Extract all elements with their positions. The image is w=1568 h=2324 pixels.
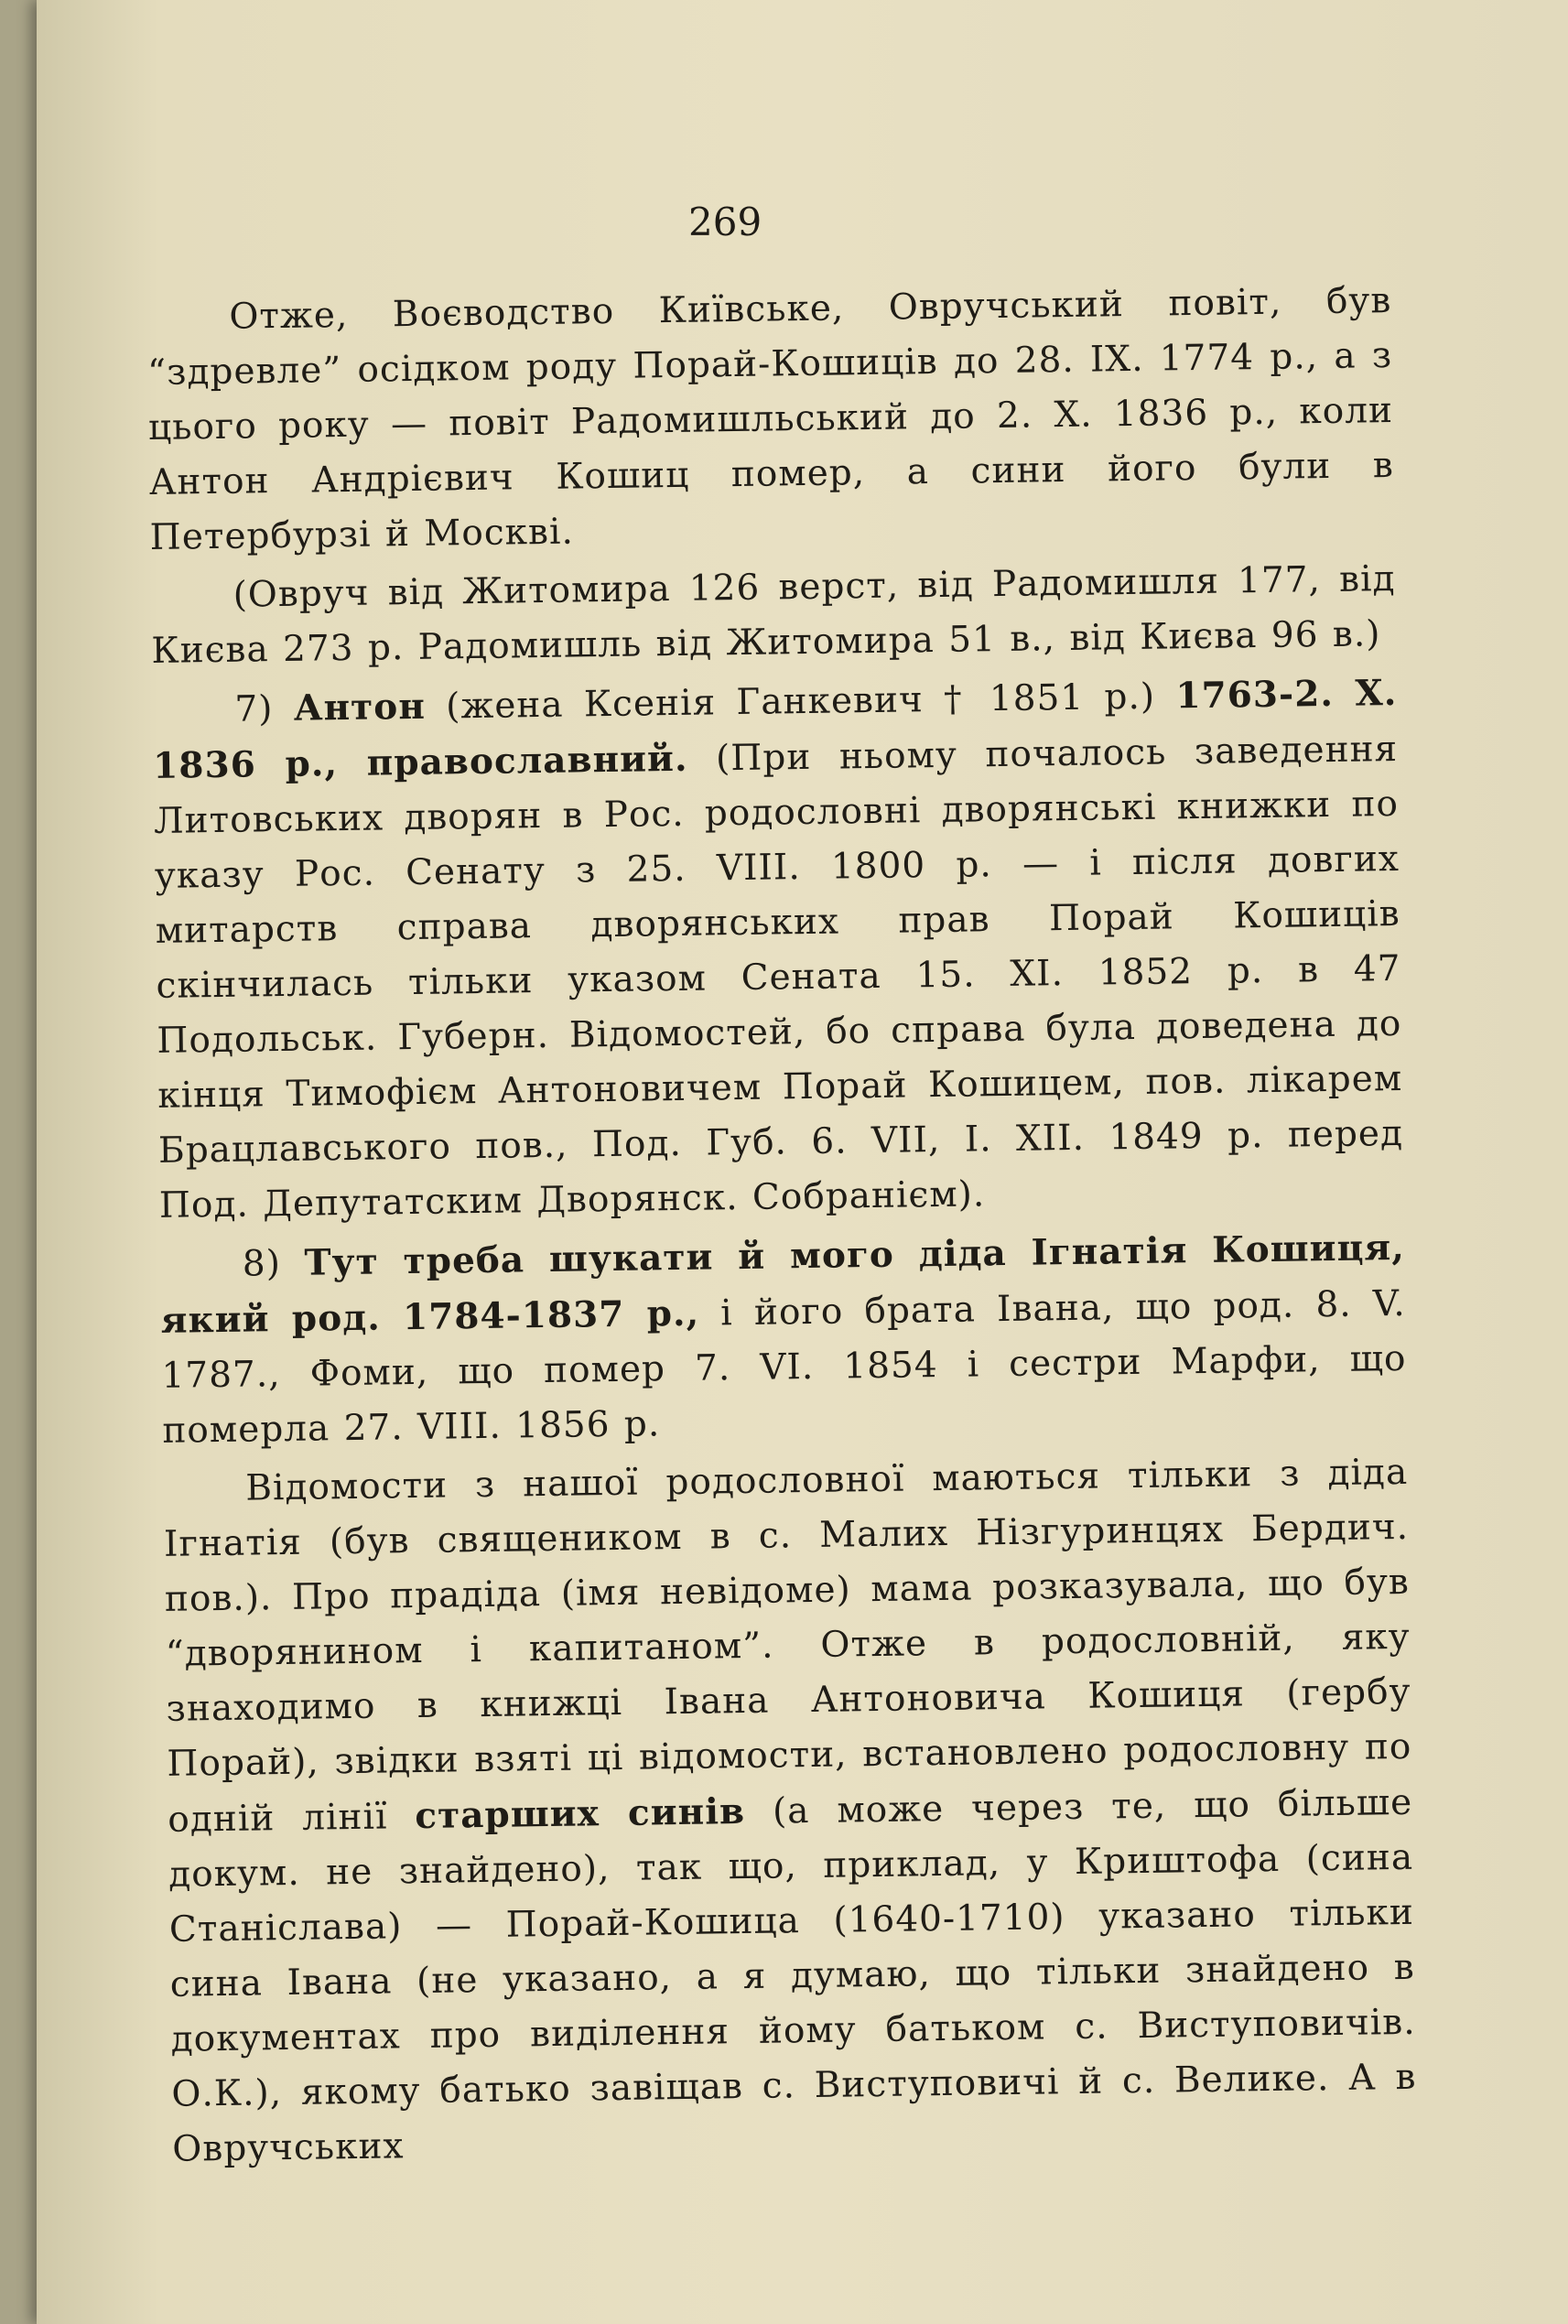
paragraph-2: (Овруч від Житомира 126 верст, від Радомишля 177, від Києва 273 р. Радомишль від Житомира 51 в., від Києва 96 в.): [151, 557, 1396, 672]
page-number: 269: [688, 200, 762, 244]
paragraph-5: [163, 1445, 1418, 2178]
bold-dates: 1763-2. X. 1836 р., православний.: [152, 671, 1398, 787]
paragraph-3: [152, 665, 1404, 1234]
paragraph-text: і його брата Івана, що род. 8. V. 1787., Фоми, що помер 7. VI. 1854 і сестри Марфи, що померла 27. VIII. 1856 р.: [161, 1282, 1407, 1452]
book-page: [37, 0, 1568, 2324]
bold-phrase: старших синів: [415, 1790, 746, 1838]
paragraph-1: Отже, Воєводство Київське, Овручський повіт, був “здревле” осідком роду Порай-Кошиців до 28. IX. 1774 р., а з цього року — повіт Радомишльський до 2. X. 1836 р., коли Антон Андрієвич Кошиц помер, а сини його були в Петербурзі й Москві.: [146, 280, 1395, 558]
bold-heading: Тут треба шукати й мого діда Ігнатія Кошиця, який род. 1784-1837 р.,: [160, 1226, 1406, 1342]
paragraph-number: 7): [234, 688, 274, 730]
paragraph-text: Відомости з нашої родословної маються тільки з діда Ігнатія (був священиком в с. Малих Нізгуринцях Бердич. пов.). Про прадіда (імя невідоме) мама розказувала, що був “дворянином і капитаном”. Отже в родословній, яку знаходимо в книжці Івана Антоновича Кошиця (гербу Порай), звідки взяті ці відомости, встановлено родословну по одній лінії: [163, 1451, 1412, 1841]
paragraph-text: (а може через те, що більше докум. не знайдено), так що, приклад, у Криштофа (сина Станіслава) — Порай-Кошица (1640-1710) указано тільки сина Івана (не указано, а я думаю, що тільки знайдено в документах про виділення йому батьком с. Виступовичів. О.К.), якому батько завіщав с. Виступовичі й с. Велике. А в Овручських: [168, 1781, 1417, 2170]
paragraph-text: (жена Ксенія Ганкевич † 1851 р.): [425, 676, 1176, 728]
bold-name: Антон: [293, 685, 427, 730]
paragraph-text: (При ньому почалось заведення Литовських дворян в Рос. родословні дворянські книжки по указу Рос. Сенату з 25. VIII. 1800 р. — і після довгих митарств справа дворянських прав Порай Кошиців скінчилась тільки указом Сената 15. XI. 1852 р. в 47 Подольськ. Губерн. Відомостей, бо справа була доведена до кінця Тимофієм Антоновичем Порай Кошицем, пов. лікарем Брацлавського пов., Под. Губ. 6. VII, І. XII. 1849 р. перед Под. Депутатским Дворянск. Собранієм).: [153, 728, 1404, 1227]
paragraph-number: 8): [242, 1243, 282, 1285]
body-text: [146, 274, 1418, 2181]
paragraph-4: [159, 1220, 1407, 1459]
